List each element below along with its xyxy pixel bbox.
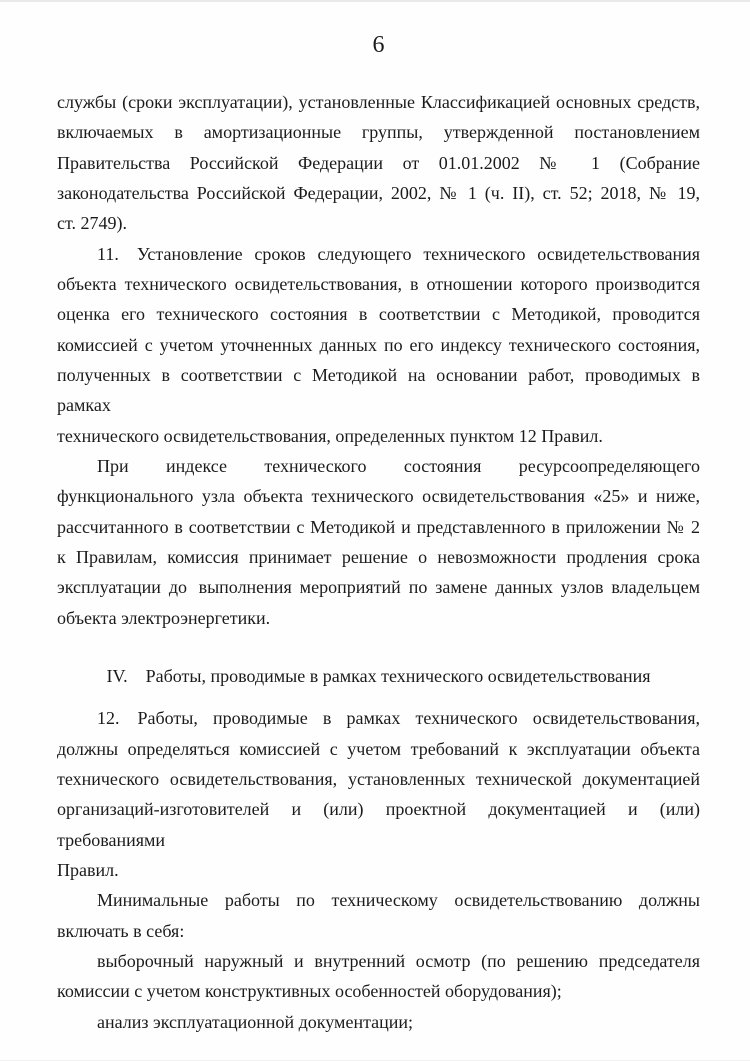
heading-line: IV. Работы, проводимые в рамках технического освидетельствования	[106, 665, 651, 686]
paragraph	[57, 703, 700, 885]
text-line: комиссией с учетом уточненных данных по его индексу технического состояния,	[57, 334, 700, 355]
text-line: При индексе технического состояния ресурсоопределяющего	[97, 455, 700, 476]
text-line: ст. 2749).	[57, 213, 127, 234]
document-body	[57, 87, 700, 1037]
text-line: объекта технического освидетельствования, в отношении которого производится	[57, 273, 700, 294]
text-line: включать в себя:	[57, 920, 185, 941]
text-line: включаемых в амортизационные группы, утвержденной постановлением	[57, 122, 700, 143]
text-line: анализ эксплуатационной документации;	[97, 1011, 414, 1032]
text-line: оценка его технического состояния в соответствии с Методикой, проводится	[57, 304, 700, 325]
text-line: технического освидетельствования, определенных пунктом 12 Правил.	[57, 425, 603, 446]
text-line: эксплуатации до выполнения мероприятий по замене данных узлов владельцем	[57, 577, 700, 598]
paragraph	[57, 239, 700, 451]
text-line: технического освидетельствования, установленных технической документацией	[57, 768, 700, 789]
paragraph	[57, 451, 700, 633]
text-line: должны определяться комиссией с учетом требований к эксплуатации объекта	[57, 738, 700, 759]
text-line: организаций-изготовителей и (или) проектной документацией и (или) требованиями	[57, 799, 700, 850]
text-line: 11. Установление сроков следующего технического освидетельствования	[97, 243, 700, 264]
text-line: комиссии с учетом конструктивных особенностей оборудования);	[57, 981, 562, 1002]
scan-edge-artifact	[0, 0, 750, 2]
text-line: полученных в соответствии с Методикой на основании работ, проводимых в рамках	[57, 364, 700, 416]
paragraph	[57, 885, 700, 946]
text-line: рассчитанного в соответствии с Методикой и представленного в приложении № 2	[57, 516, 700, 537]
page-number: 6	[372, 32, 385, 58]
paragraph	[57, 1007, 700, 1037]
text-line: выборочный наружный и внутренний осмотр (по решению председателя	[97, 950, 700, 971]
paragraph	[57, 87, 700, 239]
text-line: Правил.	[57, 859, 119, 880]
text-line: Правительства Российской Федерации от 01.01.2002 № 1 (Собрание	[57, 152, 700, 173]
section-heading	[57, 661, 700, 691]
text-line: Минимальные работы по техническому освидетельствованию должны	[97, 890, 700, 911]
text-line: функционального узла объекта технического освидетельствования «25» и ниже,	[57, 486, 700, 507]
text-line: объекта электроэнергетики.	[57, 607, 271, 628]
paragraph	[57, 946, 700, 1007]
text-line: к Правилам, комиссия принимает решение о невозможности продления срока	[57, 546, 700, 567]
text-line: 12. Работы, проводимые в рамках технического освидетельствования,	[97, 708, 700, 729]
text-line: службы (сроки эксплуатации), установленные Классификацией основных средств,	[57, 92, 700, 112]
text-line: законодательства Российской Федерации, 2002, № 1 (ч. II), ст. 52; 2018, № 19,	[57, 182, 700, 203]
